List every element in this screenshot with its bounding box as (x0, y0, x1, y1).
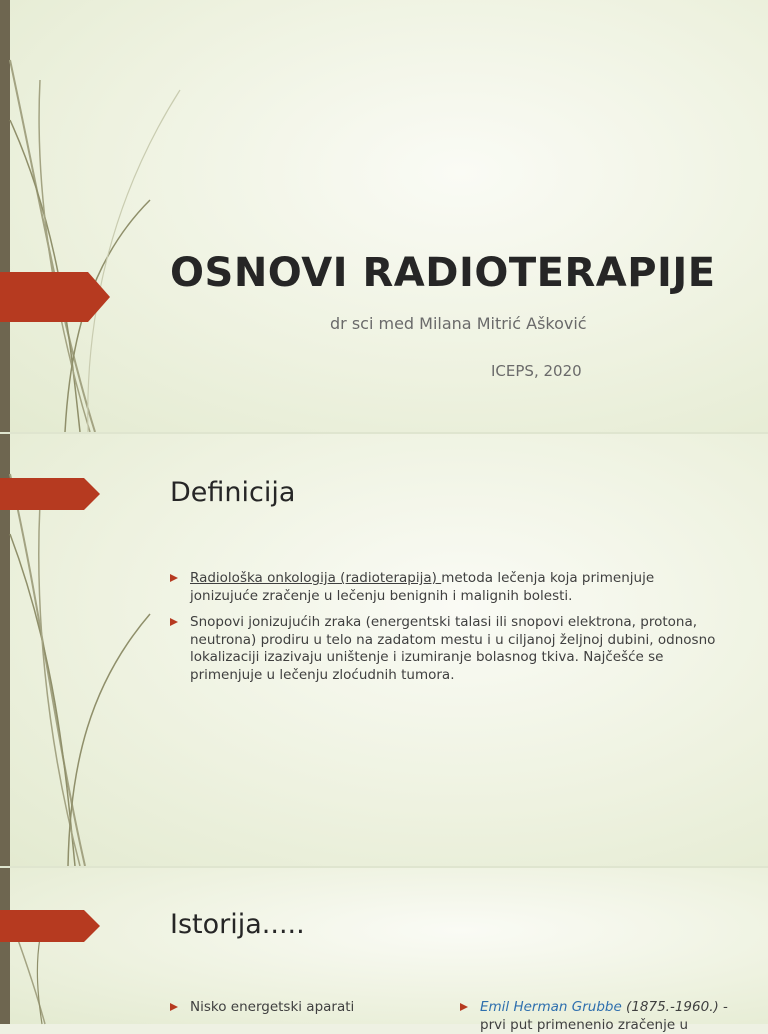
bullet-text: metoda lečenja koja primenjuje jonizujuće zračenje u lečenju benignih i malignih bolesti. (190, 570, 655, 604)
person-years: (1875.-1960.) (621, 999, 719, 1015)
bullet-definition (190, 570, 720, 605)
heading-arrow-shape (0, 478, 102, 510)
presentation-title: OSNOVI RADIOTERAPIJE (170, 250, 716, 296)
bullet-arrow-icon (170, 1003, 178, 1011)
bullet-arrow-icon (170, 574, 178, 582)
term-link[interactable]: Radiološka onkologija (radioterapija) (190, 570, 442, 586)
bullet-arrow-icon (460, 1003, 468, 1011)
bullet-right (480, 999, 750, 1034)
heading-arrow-shape (0, 910, 102, 942)
section-heading: Istorija..... (170, 909, 305, 940)
slide-title (0, 0, 768, 432)
slide-history (0, 868, 768, 1033)
title-arrow-shape (0, 272, 112, 322)
bullet-text: Nisko energetski aparati (190, 999, 355, 1015)
bullet-arrow-icon (170, 618, 178, 626)
section-heading: Definicija (170, 477, 296, 508)
bullet-text: Snopovi jonizujućih zraka (energentski talasi ili snopovi elektrona, protona, neutrona) prodiru u telo na zadatom mestu i u ciljanoj željnoj dubini, odnosno lokalizaciji izazivaju uništenje i izumiranje bolasnog tkiva. Najčešće se primenjuje u lečenju zloćudnih tumora. (190, 614, 716, 683)
author-name: dr sci med Milana Mitrić Ašković (330, 314, 587, 333)
decorative-swoosh (0, 868, 200, 1024)
event-year: ICEPS, 2020 (491, 362, 582, 380)
left-bar (0, 0, 10, 432)
left-bar (0, 868, 10, 1024)
decorative-swoosh (0, 0, 200, 432)
bullet-text: - prvi put primenenio zračenje u (480, 999, 728, 1033)
person-name-link[interactable]: Emil Herman Grubbe (480, 999, 622, 1015)
slide-definition (0, 434, 768, 866)
bullet-left (190, 999, 420, 1017)
bullet-description (190, 614, 720, 684)
